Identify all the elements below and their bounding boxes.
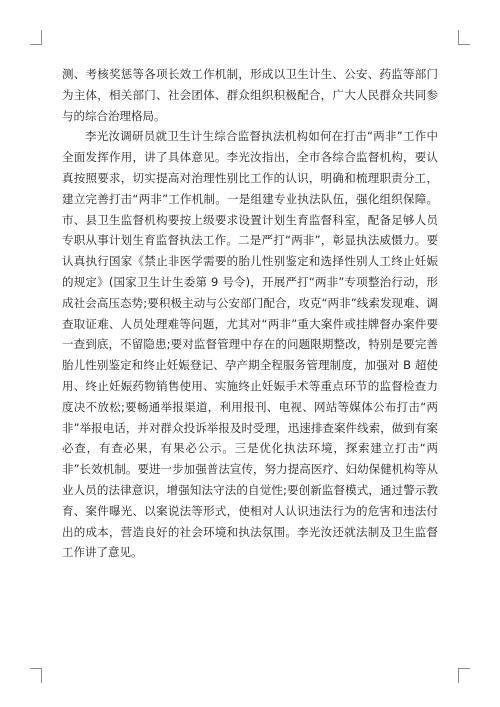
crop-mark-top-left bbox=[30, 30, 42, 45]
crop-mark-bottom-right bbox=[458, 668, 470, 683]
body-text bbox=[62, 64, 438, 563]
crop-mark-bottom-left bbox=[30, 668, 42, 683]
paragraph-continuation: 测、考核奖惩等各项长效工作机制，形成以卫生计生、公安、药监等部门为主体，相关部门、社会团体、群众组织积极配合，广大人民群众共同参与的综合治理格局。 bbox=[62, 67, 438, 123]
paragraph-main: 李光汝调研员就卫生计生综合监督执法机构如何在打击“两非”工作中全面发挥作用，讲了具体意见。李光汝指出，全市各综合监督机构，要认真按照要求，切实提高对治理性别比工作的认识，明确和梳理职责分工，建立完善打击“两非”工作机制。一是组建专业执法队伍，强化组织保障。市、县卫生监督机构要按上级要求设置计划生育监督科室，配备足够人员专职从事计划生育监督执法工作。二是严打“两非”，彰显执法威慑力。要认真执行国家《禁止非医学需要的胎儿性别鉴定和选择性别人工终止妊娠的规定》(国家卫生计生委第 9 号令)，开展严打“两非”专项整治行动，形成社会高压态势;要积极主动与公安部门配合，攻克“两非”线索发现难、调查取证难、人员处理难等问题，尤其对“两非”重大案件或挂牌督办案件要一查到底，不留隐患;要对监督管理中存在的问题限期整改，特别是要完善胎儿性别鉴定和终止妊娠登记、孕产期全程服务管理制度，加强对 B 超使用、终止妊娠药物销售使用、实施终止妊娠手术等重点环节的监督检查力度决不放松;要畅通举报渠道，利用报刊、电视、网站等媒体公布打击“两非”举报电话，并对群众投诉举报及时受理，迅速排查案件线索，做到有案必查，有查必果，有果必公示。三是优化执法环境，探索建立打击“两非”长效机制。要进一步加强普法宣传，努力提高医疗、妇幼保健机构等从业人员的法律意识，增强知法守法的自觉性;要创新监督模式，通过警示教育、案件曝光、以案说法等形式，使相对人认识违法行为的危害和违法付出的成本，营造良好的社会环境和执法氛围。李光汝还就法制及卫生监督工作讲了意见。 bbox=[62, 129, 438, 560]
crop-mark-top-right bbox=[458, 30, 470, 45]
